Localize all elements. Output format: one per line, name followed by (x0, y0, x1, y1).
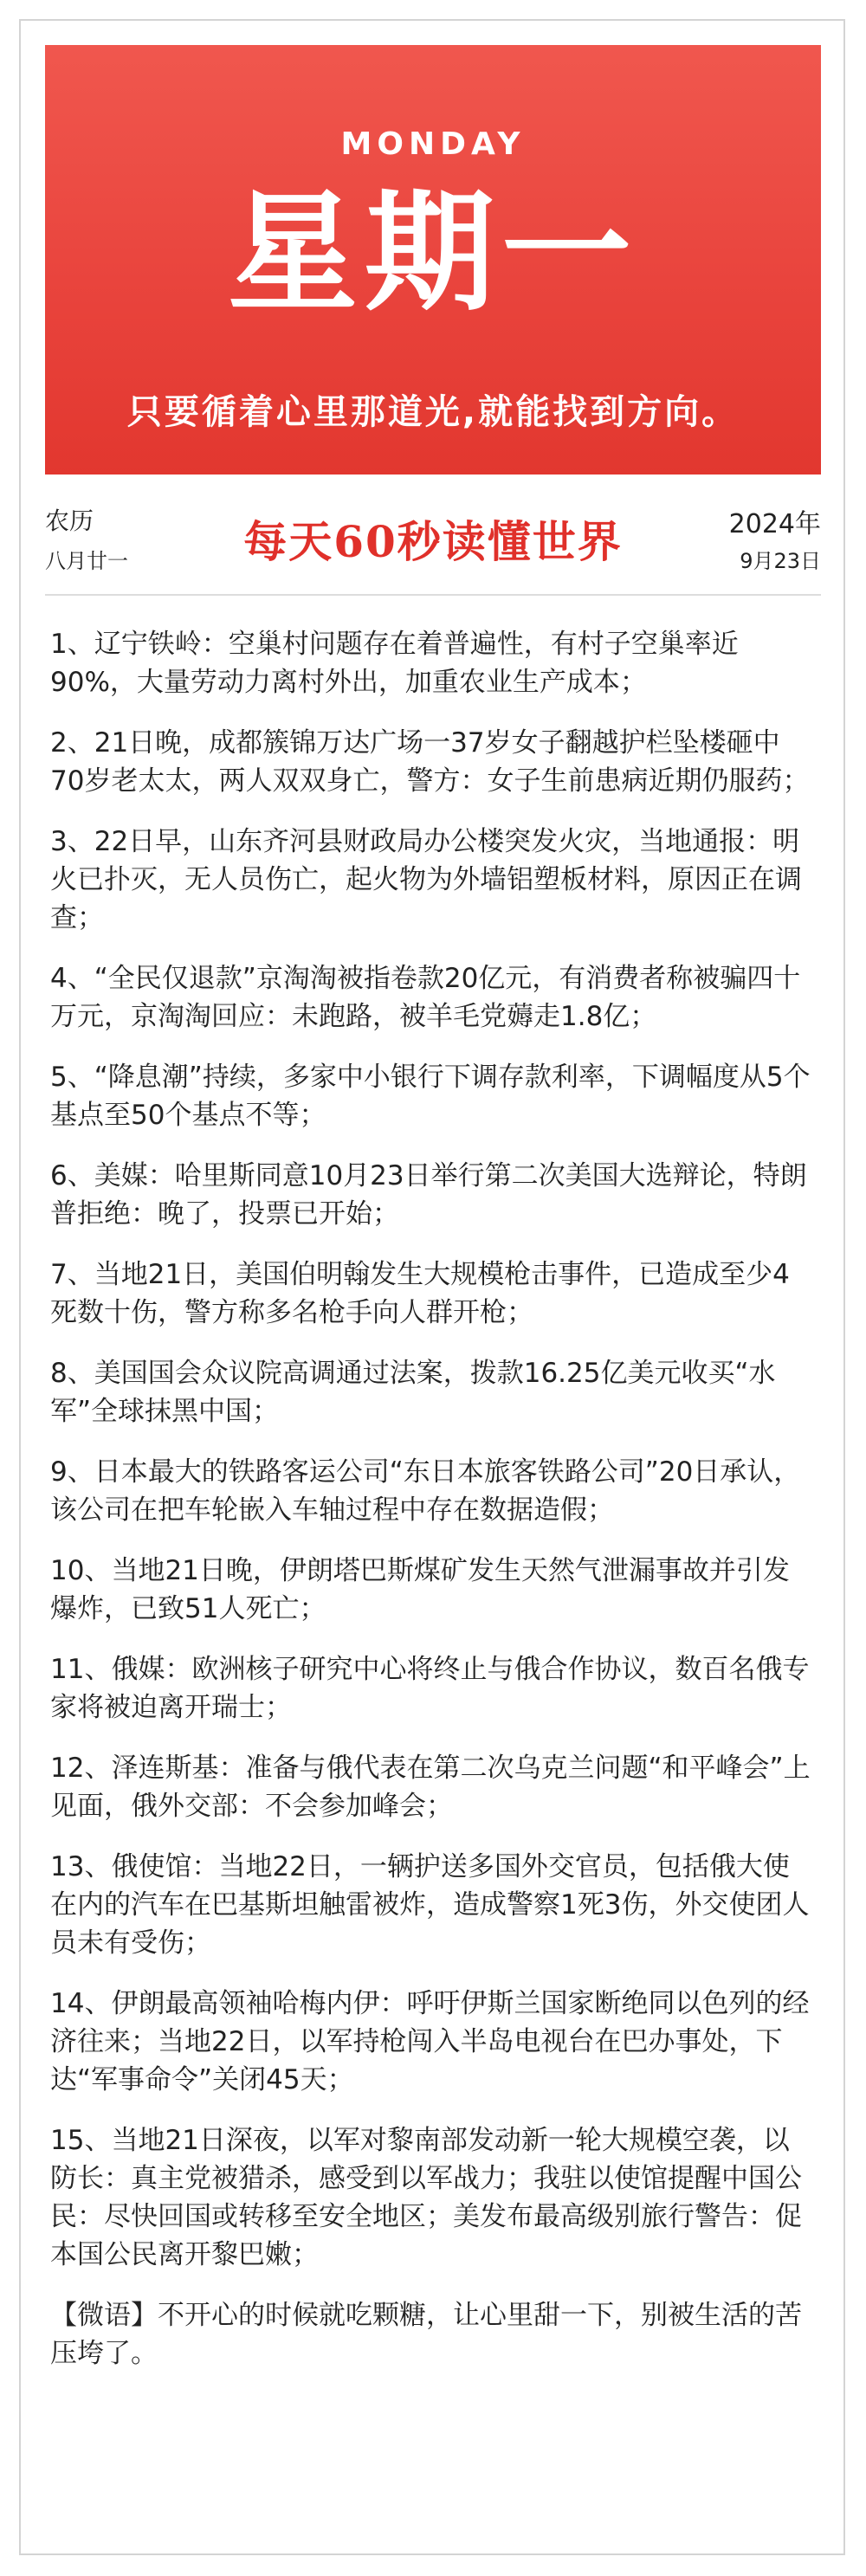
weekday-chinese: 星期一 (227, 177, 638, 329)
weekday-banner (45, 45, 821, 475)
weekday-english: MONDAY (340, 126, 526, 162)
lunar-label: 农历 (45, 507, 94, 535)
date: 9月23日 (740, 549, 821, 573)
news-item: 10、当地21日晚，伊朗塔巴斯煤矿发生天然气泄漏事故并引发爆炸，已致51人死亡； (50, 1555, 790, 1624)
year: 2024年 (728, 509, 821, 539)
news-item: 15、当地21日深夜，以军对黎南部发动新一轮大规模空袭，以防长：真主党被猎杀，感受到以军战力；我驻以使馆提醒中国公民：尽快回国或转移至安全地区；美发布最高级别旅行警告：促本国公民离开黎巴嫩； (50, 2125, 802, 2270)
news-item: 3、22日早，山东齐河县财政局办公楼突发火灾，当地通报：明火已扑灭，无人员伤亡，起火物为外墙铝塑板材料，原因正在调查； (50, 826, 802, 933)
news-item: 1、辽宁铁岭：空巢村问题存在着普遍性，有村子空巢率近90%，大量劳动力离村外出，加重农业生产成本； (50, 629, 739, 698)
divider (45, 594, 821, 596)
news-item: 9、日本最大的铁路客运公司“东日本旅客铁路公司”20日承认，该公司在把车轮嵌入车轴过程中存在数据造假； (50, 1456, 801, 1526)
news-item: 8、美国国会众议院高调通过法案，拨款16.25亿美元收买“水军”全球抹黑中国； (50, 1358, 776, 1427)
news-item: 14、伊朗最高领袖哈梅内伊：呼吁伊斯兰国家断绝同以色列的经济往来；当地22日，以军持枪闯入半岛电视台在巴办事处，下达“军事命令”关闭45天； (50, 1988, 810, 2095)
news-item: 4、“全民仅退款”京淘淘被指卷款20亿元，有消费者称被骗四十万元，京淘淘回应：未跑路，被羊毛党薅走1.8亿； (50, 963, 801, 1032)
news-item: 7、当地21日，美国伯明翰发生大规模枪击事件，已造成至少4死数十伤，警方称多名枪手向人群开枪； (50, 1259, 790, 1328)
news-item: 5、“降息潮”持续，多家中小银行下调存款利率，下调幅度从5个基点至50个基点不等； (50, 1062, 811, 1131)
page-title: 每天60秒读懂世界 (243, 516, 623, 567)
news-item: 2、21日晚，成都簇锦万达广场一37岁女子翻越护栏坠楼砸中70岁老太太，两人双双身亡，警方：女子生前患病近期仍服药； (50, 727, 810, 797)
news-item: 12、泽连斯基：准备与俄代表在第二次乌克兰问题“和平峰会”上见面，俄外交部：不会参加峰会； (50, 1753, 811, 1822)
date-header (45, 495, 821, 591)
motto: 只要循着心里那道光,就能找到方向。 (126, 392, 740, 432)
news-list (50, 625, 811, 2395)
daily-quote: 【微语】不开心的时候就吃颗糖，让心里甜一下，别被生活的苦压垮了。 (50, 2300, 802, 2369)
lunar-date: 八月廿一 (45, 549, 128, 573)
news-item: 6、美媒：哈里斯同意10月23日举行第二次美国大选辩论，特朗普拒绝：晚了，投票已开始； (50, 1160, 807, 1230)
news-item: 11、俄媒：欧洲核子研究中心将终止与俄合作协议，数百名俄专家将被迫离开瑞士； (50, 1654, 810, 1723)
news-item: 13、俄使馆：当地22日，一辆护送多国外交官员，包括俄大使在内的汽车在巴基斯坦触雷被炸，造成警察1死3伤，外交使团人员未有受伤； (50, 1851, 810, 1959)
